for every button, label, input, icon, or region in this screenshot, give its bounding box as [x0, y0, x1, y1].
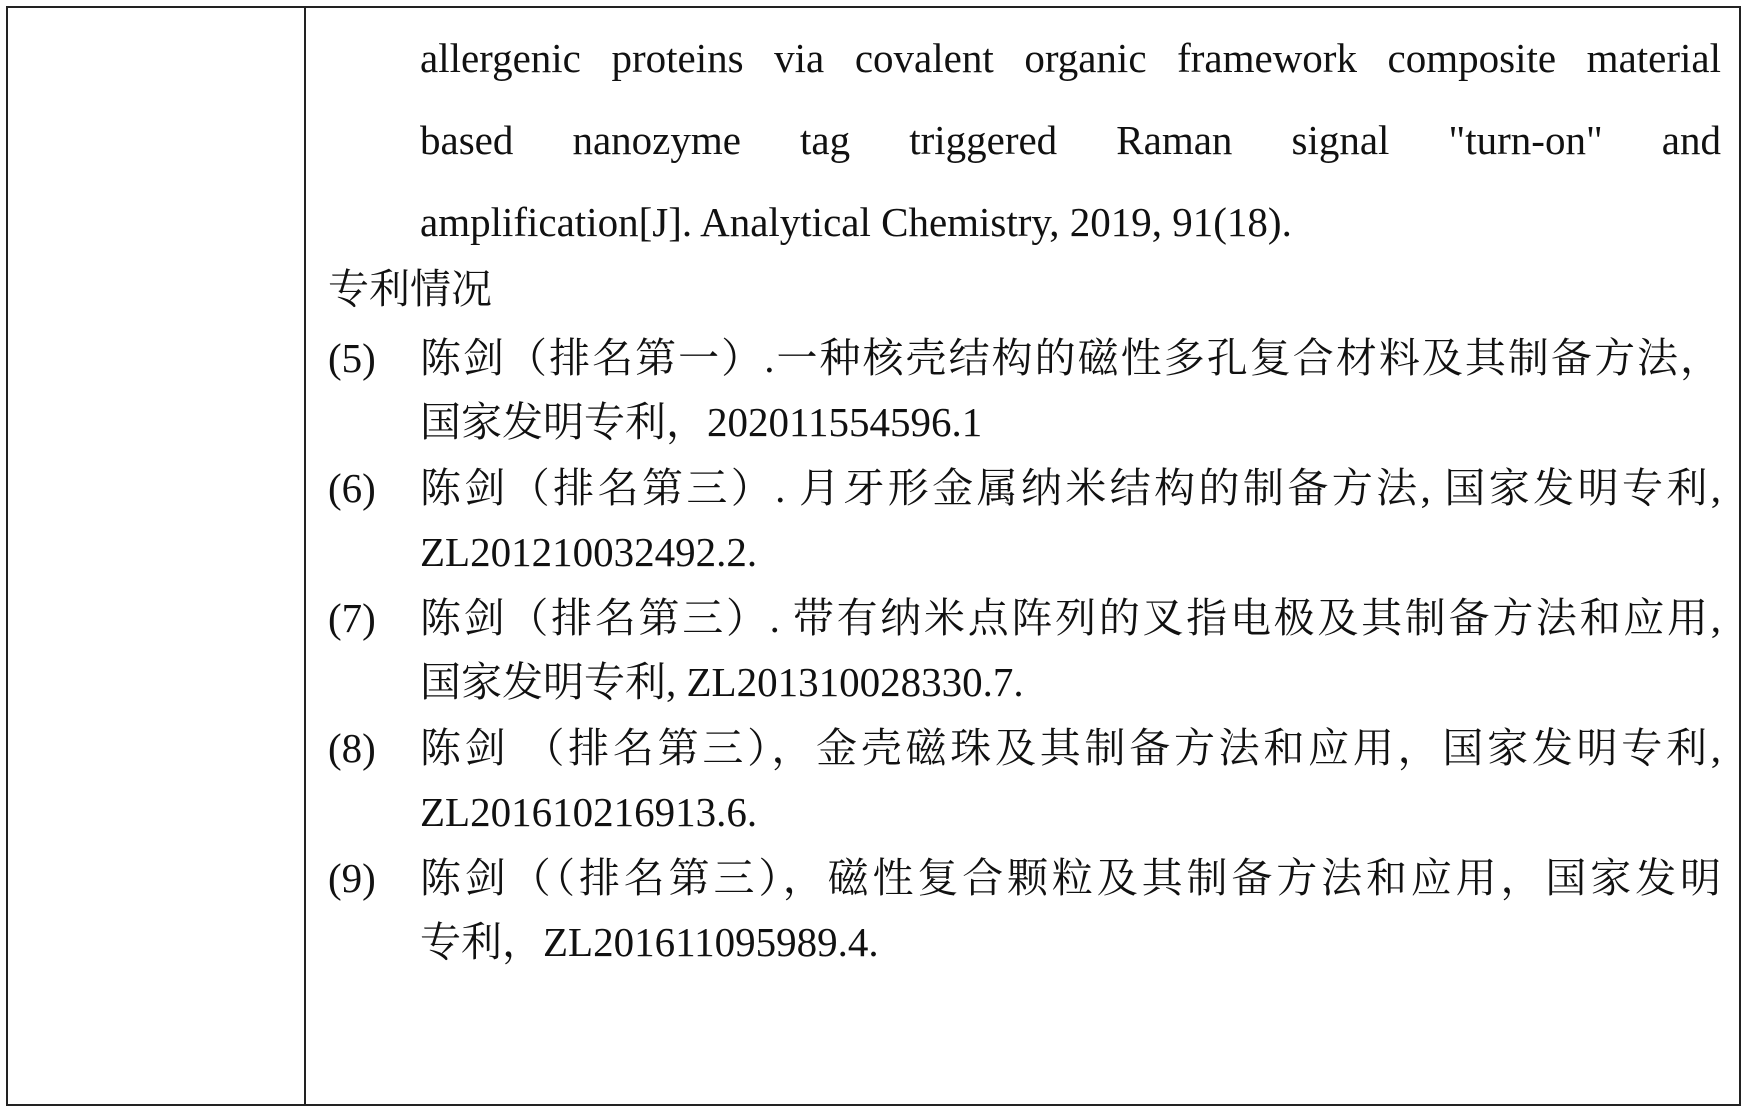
patent-number: (6): [328, 465, 376, 511]
patent-line: 专利，ZL201611095989.4.: [420, 919, 879, 965]
patent-line: 陈剑 （排名第三），金壳磁珠及其制备方法和应用，国家发明专利,: [420, 725, 1721, 771]
patent-list: [328, 326, 1721, 976]
citation-line: allergenic proteins via covalent organic framework composite material: [420, 35, 1721, 81]
patent-line: 国家发明专利，202011554596.1: [420, 399, 983, 445]
column-divider: [304, 8, 306, 1104]
patent-line: ZL201610216913.6.: [420, 789, 758, 835]
patent-line: 陈剑（排名第三）. 月牙形金属纳米结构的制备方法, 国家发明专利,: [420, 465, 1721, 511]
patent-text: [420, 456, 1721, 584]
patent-line: 陈剑（排名第三）. 带有纳米点阵列的叉指电极及其制备方法和应用,: [420, 595, 1721, 641]
patent-line: ZL201210032492.2.: [420, 529, 758, 575]
content-cell: [328, 8, 1721, 1104]
patent-text: [420, 326, 1721, 454]
patent-number: (8): [328, 725, 376, 771]
patent-number: (9): [328, 855, 376, 901]
document-table: [6, 6, 1741, 1106]
patent-line: 国家发明专利, ZL201310028330.7.: [420, 659, 1024, 705]
patent-item: [328, 326, 1721, 456]
reference-citation: [420, 22, 1721, 268]
patent-text: [420, 716, 1721, 844]
citation-line: based nanozyme tag triggered Raman signal "turn-on" and: [420, 117, 1721, 163]
patent-line: 陈剑（（排名第三），磁性复合颗粒及其制备方法和应用，国家发明: [420, 855, 1721, 901]
patent-item: [328, 716, 1721, 846]
patent-number: (7): [328, 595, 376, 641]
citation-line: amplification[J]. Analytical Chemistry, 2019, 91(18).: [420, 199, 1292, 245]
patent-number: (5): [328, 335, 376, 381]
patent-text: [420, 586, 1721, 714]
patent-line: 陈剑（排名第一）.一种核壳结构的磁性多孔复合材料及其制备方法，: [420, 335, 1721, 381]
patent-item: [328, 586, 1721, 716]
patent-item: [328, 456, 1721, 586]
patent-section-heading: 专利情况: [328, 266, 492, 312]
left-column-cell: [8, 8, 304, 1104]
patent-item: [328, 846, 1721, 976]
patent-text: [420, 846, 1721, 974]
